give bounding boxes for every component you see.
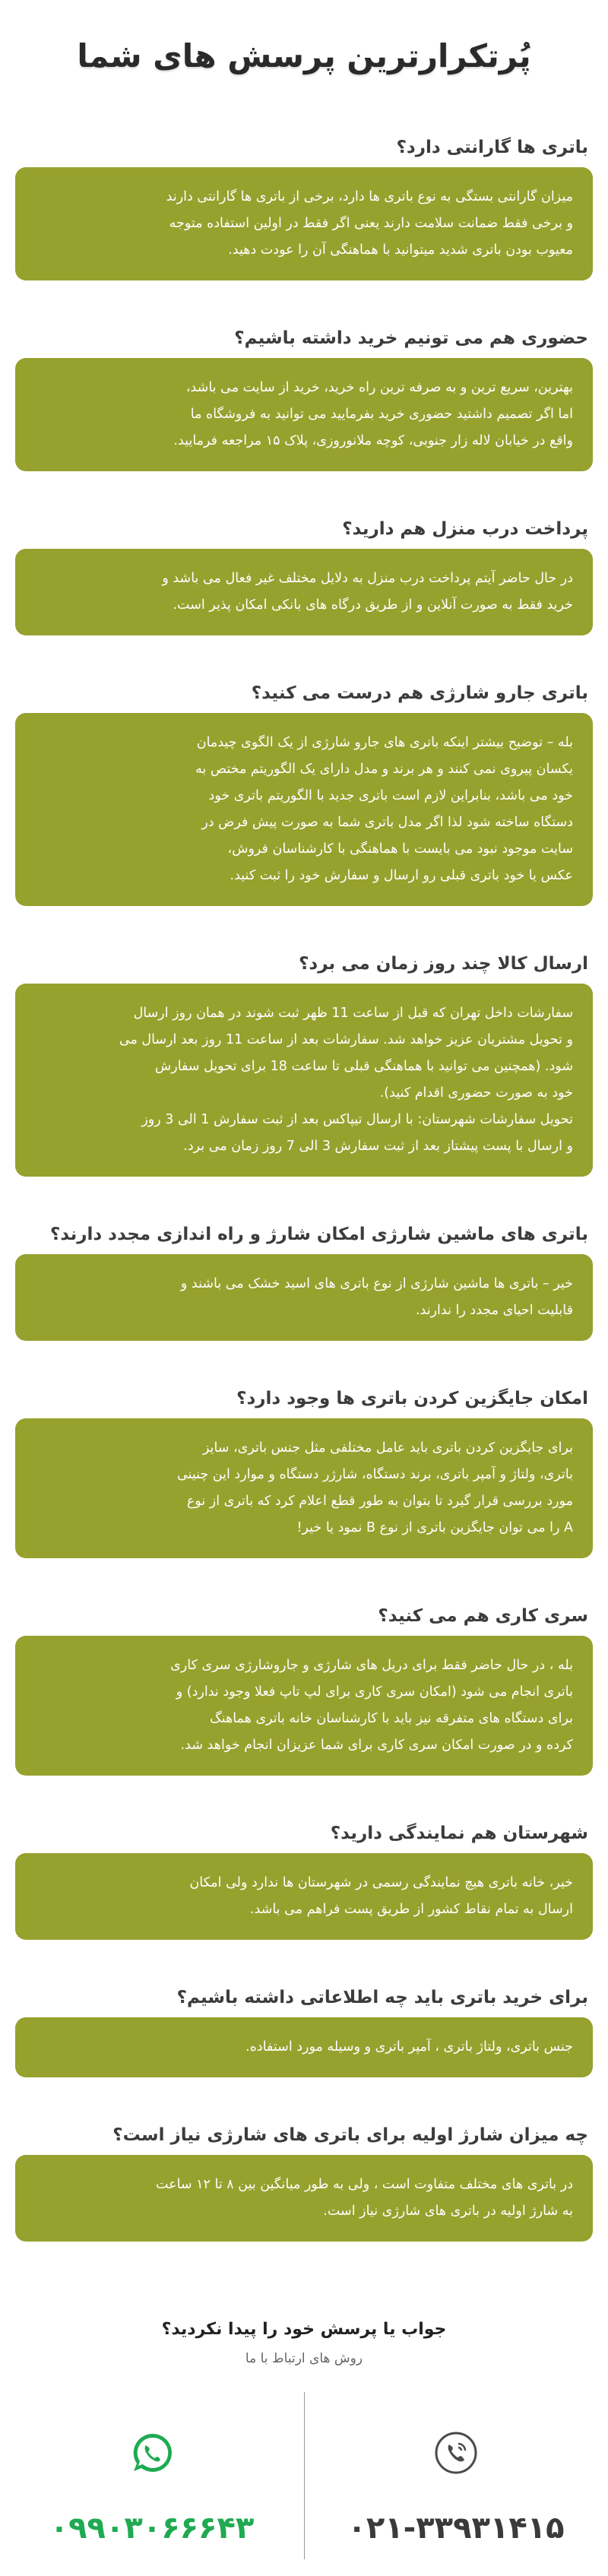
- faq-answer-line: خیر، خانه باتری هیچ نمایندگی رسمی در شهرستان ها ندارد ولی امکان: [189, 1875, 573, 1890]
- faq-question: برای خرید باتری باید چه اطلاعاتی داشته باشیم؟: [176, 1988, 588, 2007]
- faq-answer: [15, 549, 593, 635]
- faq-question: چه میزان شارژ اولیه برای باتری های شارژی نیاز است؟: [112, 2125, 588, 2145]
- faq-question: حضوری هم می تونیم خرید داشته باشیم؟: [234, 328, 588, 348]
- faq-question: ارسال کالا چند روز زمان می برد؟: [299, 954, 588, 974]
- faq-list: [0, 132, 608, 2242]
- landline-contact[interactable]: [304, 2392, 608, 2547]
- faq-answer-line: در حال حاضر آیتم پرداخت درب منزل به دلایل مختلف غیر فعال می باشد و: [162, 571, 573, 586]
- faq-answer-line: یکسان پیروی نمی کنند و هر برند و مدل دارای یک الگوریتم مختص به: [195, 762, 573, 777]
- contact-subtitle: روش های ارتباط با ما: [245, 2351, 363, 2366]
- phone-call-icon: [433, 2430, 479, 2476]
- faq-question: باتری های ماشین شارژی امکان شارژ و راه اندازی مجدد دارند؟: [49, 1225, 588, 1244]
- faq-answer-line: تحویل سفارشات شهرستان: با ارسال تیپاکس بعد از ثبت سفارش 1 الی 3 روز: [141, 1112, 573, 1127]
- faq-item: [15, 949, 593, 1177]
- faq-question: شهرستان هم نمایندگی دارید؟: [330, 1823, 588, 1843]
- faq-answer: [15, 358, 593, 471]
- faq-question: باتری جارو شارژی هم درست می کنید؟: [251, 683, 588, 703]
- faq-question: باتری ها گارانتی دارد؟: [396, 138, 588, 157]
- faq-item: [15, 678, 593, 906]
- faq-item: [15, 1982, 593, 2077]
- faq-answer-line: میزان گارانتی بستگی به نوع باتری ها دارد، برخی از باتری ها گارانتی دارند: [166, 189, 573, 204]
- faq-answer-line: بهترین، سریع ترین و به صرفه ترین راه خرید، خرید از سایت می باشد،: [185, 380, 573, 395]
- mobile-contact[interactable]: [0, 2392, 304, 2547]
- faq-question: امکان جایگزین کردن باتری ها وجود دارد؟: [236, 1389, 588, 1408]
- faq-answer: [15, 1853, 593, 1940]
- mobile-number[interactable]: ۰۹۹۰۳۰۶۶۶۴۳: [49, 2511, 255, 2546]
- faq-answer: [15, 167, 593, 280]
- faq-answer-line: خرید فقط به صورت آنلاین و از طریق درگاه های بانکی امکان پذیر است.: [173, 597, 573, 613]
- faq-answer-line: مورد بررسی قرار گیرد تا بتوان به طور قطع اعلام کرد که باتری از نوع: [186, 1494, 573, 1509]
- faq-answer-line: باتری انجام می شود (امکان سری کاری برای لپ تاپ فعلا وجود ندارد) و: [176, 1684, 573, 1700]
- contact-section: [0, 2316, 608, 2559]
- faq-answer-line: و ارسال با پست پیشتاز بعد از ثبت سفارش 3 الی 7 روز زمان می برد.: [183, 1139, 573, 1154]
- faq-answer-line: باتری، ولتاژ و آمپر باتری، برند دستگاه، شارژر دستگاه و موارد این چنینی: [176, 1467, 573, 1482]
- faq-answer: [15, 713, 593, 906]
- faq-answer: [15, 1418, 593, 1558]
- faq-answer-line: و تحویل مشتریان عزیز خواهد شد. سفارشات بعد از ساعت 11 روز بعد ارسال می: [119, 1032, 573, 1047]
- faq-answer-line: و برخی فقط ضمانت سلامت دارند یعنی اگر فقط در اولین استفاده متوجه: [169, 216, 573, 231]
- faq-item: [15, 514, 593, 635]
- faq-answer-line: برای جایگزین کردن باتری باید عامل مختلفی مثل جنس باتری، سایز: [202, 1440, 573, 1456]
- faq-answer-line: کرده و در صورت امکان سری کاری برای شما عزیزان انجام خواهد شد.: [180, 1738, 573, 1753]
- faq-answer-line: قابلیت احیای مجدد را ندارند.: [415, 1303, 573, 1318]
- faq-answer: [15, 1254, 593, 1341]
- faq-item: [15, 1601, 593, 1776]
- faq-answer-line: A را می توان جایگزین باتری از نوع B نمود یا خیر!: [296, 1520, 573, 1535]
- faq-answer-line: خود به صورت حضوری اقدام کنید).: [379, 1085, 573, 1101]
- landline-number[interactable]: ۰۲۱-۳۳۹۳۱۴۱۵: [347, 2511, 565, 2546]
- contact-methods: [0, 2392, 608, 2559]
- faq-answer-line: در باتری های مختلف متفاوت است ، ولی به طور میانگین بین ۸ تا ۱۲ ساعت: [155, 2177, 573, 2192]
- faq-item: [15, 1818, 593, 1940]
- faq-item: [15, 2120, 593, 2242]
- faq-answer-line: برای دستگاه های متفرقه نیز باید با کارشناسان خانه باتری هماهنگ: [210, 1711, 573, 1726]
- faq-answer-line: خود می باشد، بنابراین لازم است باتری جدید با الگوریتم باتری خود: [208, 788, 573, 803]
- faq-item: [15, 1383, 593, 1558]
- faq-answer-line: ارسال به تمام نقاط کشور از طریق پست فراهم می باشد.: [249, 1902, 573, 1917]
- faq-answer-line: واقع در خیابان لاله زار جنوبی، کوچه ملانوروزی، پلاک ۱۵ مراجعه فرمایید.: [173, 433, 573, 448]
- faq-answer-line: خیر – باتری ها ماشین شارژی از نوع باتری های اسید خشک می باشند و: [180, 1276, 573, 1291]
- faq-answer: [15, 2155, 593, 2242]
- page-title: پُرتکرارترین پرسش های شما: [77, 37, 531, 74]
- faq-answer-line: عکس یا خود باتری قبلی رو ارسال و سفارش خود را ثبت کنید.: [230, 868, 573, 883]
- contact-question: جواب یا پرسش خود را پیدا نکردید؟: [161, 2320, 447, 2339]
- faq-question: سری کاری هم می کنید؟: [378, 1606, 588, 1626]
- faq-answer-line: به شارژ اولیه در باتری های شارژی نیاز است.: [323, 2204, 573, 2219]
- faq-answer-line: بله – توضیح بیشتر اینکه باتری های جارو شارژی از یک الگوی چیدمان: [196, 735, 573, 750]
- faq-answer-line: سایت موجود نبود می بایست با هماهنگی با کارشناسان فروش،: [227, 841, 573, 857]
- faq-item: [15, 1219, 593, 1341]
- faq-answer: [15, 984, 593, 1177]
- whatsapp-icon: [129, 2430, 175, 2476]
- faq-question: پرداخت درب منزل هم دارید؟: [342, 519, 588, 539]
- faq-answer-line: دستگاه ساخته شود لذا اگر مدل باتری شما به صورت پیش فرض در: [201, 815, 573, 830]
- faq-answer: [15, 1636, 593, 1776]
- faq-item: [15, 323, 593, 471]
- contact-divider: [304, 2392, 305, 2559]
- faq-answer: [15, 2017, 593, 2077]
- faq-answer-line: سفارشات داخل تهران که قبل از ساعت 11 ظهر ثبت شوند در همان روز ارسال: [133, 1006, 573, 1021]
- faq-answer-line: اما اگر تصمیم داشتید حضوری خرید بفرمایید می توانید به فروشگاه ما: [190, 407, 573, 422]
- faq-answer-line: جنس باتری، ولتاژ باتری ، آمپر باتری و وسیله مورد استفاده.: [245, 2039, 573, 2055]
- faq-answer-line: بله ، در حال حاضر فقط برای دریل های شارژی و جاروشارژی سری کاری: [170, 1658, 573, 1673]
- faq-answer-line: شود. (همچنین می توانید با هماهنگی قبلی تا ساعت 18 برای تحویل سفارش: [154, 1059, 573, 1074]
- faq-answer-line: معیوب بودن باتری شدید میتوانید با هماهنگی آن را عودت دهید.: [228, 242, 573, 258]
- faq-item: [15, 132, 593, 280]
